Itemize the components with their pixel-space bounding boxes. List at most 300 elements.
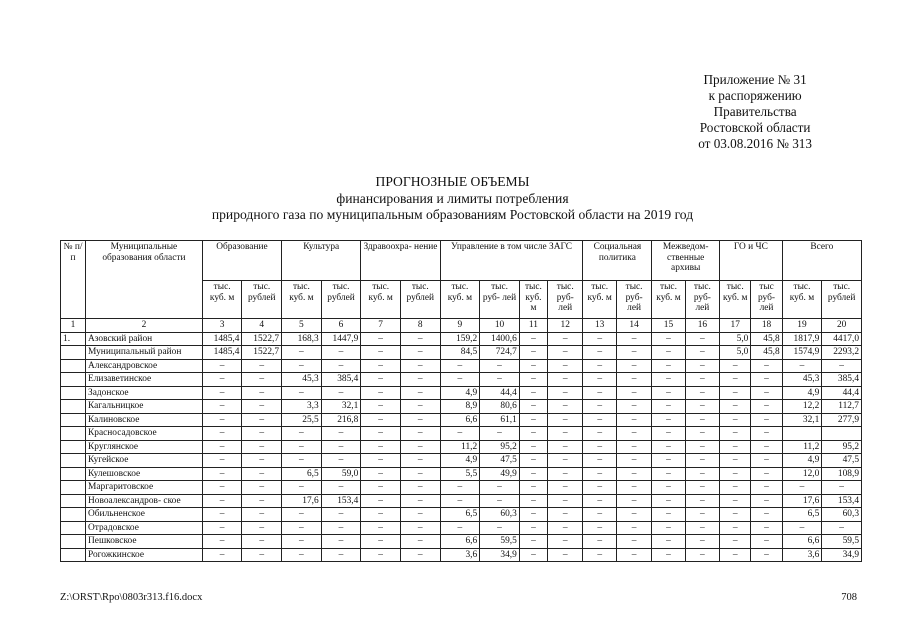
value-cell: – xyxy=(282,346,322,360)
value-cell: – xyxy=(720,440,751,454)
column-number-cell: 18 xyxy=(751,319,782,333)
table-row xyxy=(61,332,862,346)
value-cell: – xyxy=(282,535,322,549)
value-cell: – xyxy=(400,427,440,441)
value-cell: – xyxy=(583,413,616,427)
value-cell: 12,2 xyxy=(782,400,822,414)
value-cell: – xyxy=(480,373,520,387)
value-cell: – xyxy=(547,440,583,454)
value-cell: – xyxy=(242,400,282,414)
value-cell: 44,4 xyxy=(480,386,520,400)
value-cell: 153,4 xyxy=(822,494,862,508)
header-civil-defense: ГО и ЧС xyxy=(720,241,783,281)
value-cell: 3,3 xyxy=(282,400,322,414)
value-cell: – xyxy=(400,548,440,562)
value-cell: – xyxy=(547,508,583,522)
value-cell: 3,6 xyxy=(782,548,822,562)
unit-header-cell: тыс руб- лей xyxy=(751,281,782,319)
value-cell: – xyxy=(685,535,719,549)
unit-header-cell: тыс. куб. м xyxy=(519,281,547,319)
municipality-cell: Елизаветинское xyxy=(86,373,203,387)
value-cell: – xyxy=(519,346,547,360)
value-cell: – xyxy=(242,467,282,481)
header-social-policy: Социальная политика xyxy=(583,241,652,281)
value-cell: – xyxy=(652,373,685,387)
appendix-block xyxy=(698,72,812,152)
value-cell: – xyxy=(685,521,719,535)
table-row xyxy=(61,481,862,495)
value-cell: 6,6 xyxy=(440,413,480,427)
value-cell: – xyxy=(547,346,583,360)
municipality-cell: Азовский район xyxy=(86,332,203,346)
table-row xyxy=(61,535,862,549)
value-cell xyxy=(782,427,822,441)
header-num: № п/п xyxy=(61,241,86,319)
value-cell: – xyxy=(583,535,616,549)
row-number-cell xyxy=(61,535,86,549)
value-cell: – xyxy=(282,386,322,400)
value-cell: – xyxy=(321,535,361,549)
value-cell: – xyxy=(685,494,719,508)
value-cell: – xyxy=(583,386,616,400)
value-cell: 59,5 xyxy=(822,535,862,549)
value-cell: – xyxy=(519,481,547,495)
value-cell: – xyxy=(202,481,242,495)
value-cell: 108,9 xyxy=(822,467,862,481)
title-line: природного газа по муниципальным образованиям Ростовской области на 2019 год xyxy=(211,207,694,222)
value-cell: – xyxy=(616,332,651,346)
value-cell: – xyxy=(202,494,242,508)
value-cell: 59,0 xyxy=(321,467,361,481)
value-cell: – xyxy=(751,508,782,522)
value-cell: – xyxy=(202,535,242,549)
municipality-cell: Круглянское xyxy=(86,440,203,454)
value-cell: – xyxy=(751,373,782,387)
value-cell: 11,2 xyxy=(440,440,480,454)
value-cell: – xyxy=(547,386,583,400)
value-cell: 47,5 xyxy=(822,454,862,468)
value-cell: – xyxy=(751,481,782,495)
value-cell: – xyxy=(782,521,822,535)
value-cell: – xyxy=(202,467,242,481)
value-cell: – xyxy=(202,508,242,522)
municipality-cell: Обильненское xyxy=(86,508,203,522)
value-cell: – xyxy=(400,386,440,400)
value-cell: – xyxy=(282,481,322,495)
value-cell: – xyxy=(751,427,782,441)
unit-header-cell: тыс. рублей xyxy=(400,281,440,319)
table-row xyxy=(61,508,862,522)
value-cell: 95,2 xyxy=(480,440,520,454)
value-cell: – xyxy=(652,359,685,373)
value-cell: – xyxy=(480,427,520,441)
unit-header-cell: тыс. руб- лей xyxy=(480,281,520,319)
unit-header-cell: тыс. куб. м xyxy=(720,281,751,319)
row-number-cell xyxy=(61,508,86,522)
value-cell: – xyxy=(202,373,242,387)
value-cell: – xyxy=(480,521,520,535)
value-cell: – xyxy=(616,508,651,522)
value-cell: – xyxy=(361,413,401,427)
value-cell: – xyxy=(519,508,547,522)
value-cell: 6,5 xyxy=(782,508,822,522)
column-number-cell: 20 xyxy=(822,319,862,333)
value-cell: – xyxy=(720,535,751,549)
header-archives: Межведом- ственные архивы xyxy=(652,241,720,281)
row-number-cell xyxy=(61,359,86,373)
table-row xyxy=(61,373,862,387)
value-cell: – xyxy=(720,481,751,495)
value-cell: 25,5 xyxy=(282,413,322,427)
value-cell: – xyxy=(583,440,616,454)
value-cell: – xyxy=(282,454,322,468)
value-cell: – xyxy=(652,481,685,495)
value-cell: – xyxy=(652,467,685,481)
value-cell: – xyxy=(361,332,401,346)
value-cell: 2293,2 xyxy=(822,346,862,360)
unit-header-cell: тыс. руб- лей xyxy=(616,281,651,319)
table-row xyxy=(61,454,862,468)
row-number-cell xyxy=(61,467,86,481)
value-cell: 80,6 xyxy=(480,400,520,414)
value-cell: – xyxy=(583,521,616,535)
row-number-cell xyxy=(61,494,86,508)
value-cell: – xyxy=(400,332,440,346)
value-cell: – xyxy=(652,521,685,535)
value-cell: – xyxy=(361,346,401,360)
value-cell: – xyxy=(822,521,862,535)
value-cell: – xyxy=(282,508,322,522)
value-cell: – xyxy=(583,346,616,360)
value-cell: – xyxy=(583,494,616,508)
value-cell: – xyxy=(822,359,862,373)
value-cell: – xyxy=(685,386,719,400)
value-cell: – xyxy=(321,346,361,360)
value-cell: – xyxy=(685,548,719,562)
municipality-cell: Красносадовское xyxy=(86,427,203,441)
value-cell: – xyxy=(547,481,583,495)
municipality-cell: Александровское xyxy=(86,359,203,373)
value-cell: – xyxy=(519,427,547,441)
value-cell: – xyxy=(720,359,751,373)
value-cell: 4,9 xyxy=(782,386,822,400)
value-cell: 5,0 xyxy=(720,346,751,360)
value-cell: – xyxy=(400,359,440,373)
value-cell: – xyxy=(652,400,685,414)
value-cell: – xyxy=(720,400,751,414)
value-cell: – xyxy=(720,548,751,562)
column-number-cell: 17 xyxy=(720,319,751,333)
value-cell: 32,1 xyxy=(782,413,822,427)
column-number-cell: 2 xyxy=(86,319,203,333)
value-cell: – xyxy=(685,508,719,522)
value-cell: – xyxy=(361,535,401,549)
value-cell: – xyxy=(583,481,616,495)
value-cell: – xyxy=(685,481,719,495)
value-cell: 45,3 xyxy=(782,373,822,387)
value-cell: 60,3 xyxy=(822,508,862,522)
value-cell: – xyxy=(685,467,719,481)
value-cell: – xyxy=(652,346,685,360)
value-cell: – xyxy=(583,359,616,373)
value-cell: – xyxy=(519,521,547,535)
municipality-cell: Рогожкинское xyxy=(86,548,203,562)
value-cell: – xyxy=(652,508,685,522)
value-cell: – xyxy=(720,508,751,522)
value-cell: 34,9 xyxy=(480,548,520,562)
table-row xyxy=(61,521,862,535)
value-cell: 216,8 xyxy=(321,413,361,427)
table-row xyxy=(61,548,862,562)
value-cell xyxy=(822,427,862,441)
value-cell: – xyxy=(202,440,242,454)
value-cell: 1485,4 xyxy=(202,346,242,360)
value-cell: – xyxy=(616,400,651,414)
unit-header-cell: тыс. рублей xyxy=(321,281,361,319)
value-cell: – xyxy=(361,427,401,441)
column-number-cell: 16 xyxy=(685,319,719,333)
value-cell: – xyxy=(440,481,480,495)
value-cell: – xyxy=(720,413,751,427)
value-cell: – xyxy=(583,508,616,522)
value-cell: – xyxy=(480,494,520,508)
value-cell: 1400,6 xyxy=(480,332,520,346)
value-cell: – xyxy=(282,521,322,535)
value-cell: – xyxy=(685,400,719,414)
value-cell: – xyxy=(242,359,282,373)
table-body xyxy=(61,332,862,562)
value-cell: – xyxy=(242,386,282,400)
value-cell: 1522,7 xyxy=(242,346,282,360)
value-cell: 61,1 xyxy=(480,413,520,427)
value-cell: – xyxy=(242,494,282,508)
header-municipality: Муниципальные образования области xyxy=(86,241,203,319)
unit-header-cell: тыс. куб. м xyxy=(652,281,685,319)
value-cell: 385,4 xyxy=(321,373,361,387)
value-cell: – xyxy=(321,481,361,495)
value-cell: – xyxy=(720,521,751,535)
municipality-cell: Кугейское xyxy=(86,454,203,468)
value-cell: 95,2 xyxy=(822,440,862,454)
value-cell: 4417,0 xyxy=(822,332,862,346)
value-cell: – xyxy=(519,535,547,549)
value-cell: – xyxy=(361,373,401,387)
header-culture: Культура xyxy=(282,241,361,281)
value-cell: – xyxy=(616,386,651,400)
value-cell: – xyxy=(751,535,782,549)
row-number-cell xyxy=(61,454,86,468)
header-healthcare: Здравоохра- нение xyxy=(361,241,440,281)
row-number-cell xyxy=(61,521,86,535)
value-cell: 44,4 xyxy=(822,386,862,400)
municipality-cell: Кагальницкое xyxy=(86,400,203,414)
value-cell: 6,5 xyxy=(440,508,480,522)
row-number-cell xyxy=(61,373,86,387)
unit-header-cell: тыс. куб. м xyxy=(282,281,322,319)
value-cell: – xyxy=(242,548,282,562)
value-cell: – xyxy=(202,386,242,400)
unit-header-cell: тыс. куб. м xyxy=(782,281,822,319)
value-cell: – xyxy=(652,413,685,427)
column-number-cell: 3 xyxy=(202,319,242,333)
value-cell: 385,4 xyxy=(822,373,862,387)
value-cell: – xyxy=(685,346,719,360)
value-cell: – xyxy=(202,400,242,414)
value-cell: – xyxy=(361,454,401,468)
value-cell: – xyxy=(782,481,822,495)
value-cell: – xyxy=(400,373,440,387)
value-cell: – xyxy=(583,373,616,387)
value-cell: – xyxy=(616,494,651,508)
value-cell: – xyxy=(242,440,282,454)
municipality-cell: Задонское xyxy=(86,386,203,400)
value-cell: – xyxy=(282,440,322,454)
value-cell: – xyxy=(751,359,782,373)
value-cell: – xyxy=(685,359,719,373)
value-cell: 6,5 xyxy=(282,467,322,481)
value-cell: – xyxy=(616,521,651,535)
value-cell: – xyxy=(547,521,583,535)
row-number-cell xyxy=(61,400,86,414)
unit-header-cell: тыс. рублей xyxy=(242,281,282,319)
value-cell: 8,9 xyxy=(440,400,480,414)
value-cell: – xyxy=(685,373,719,387)
value-cell: – xyxy=(616,467,651,481)
value-cell: – xyxy=(547,400,583,414)
municipality-cell: Калиновское xyxy=(86,413,203,427)
value-cell: – xyxy=(720,386,751,400)
value-cell: – xyxy=(652,427,685,441)
value-cell: – xyxy=(685,454,719,468)
value-cell: – xyxy=(400,535,440,549)
column-number-row xyxy=(61,319,862,333)
row-number-cell xyxy=(61,427,86,441)
value-cell: – xyxy=(685,332,719,346)
unit-header-cell: тыс. руб- лей xyxy=(547,281,583,319)
value-cell: 6,6 xyxy=(782,535,822,549)
value-cell: – xyxy=(361,508,401,522)
value-cell: – xyxy=(519,467,547,481)
value-cell: – xyxy=(616,413,651,427)
row-number-cell xyxy=(61,548,86,562)
value-cell: 17,6 xyxy=(782,494,822,508)
value-cell: – xyxy=(400,346,440,360)
value-cell: – xyxy=(685,440,719,454)
municipality-cell: Новоалександров- ское xyxy=(86,494,203,508)
value-cell: – xyxy=(519,440,547,454)
value-cell: 1522,7 xyxy=(242,332,282,346)
value-cell: – xyxy=(652,548,685,562)
value-cell: – xyxy=(720,467,751,481)
value-cell: – xyxy=(720,427,751,441)
value-cell: – xyxy=(547,548,583,562)
value-cell: – xyxy=(751,548,782,562)
column-number-cell: 15 xyxy=(652,319,685,333)
value-cell: – xyxy=(321,386,361,400)
value-cell: – xyxy=(321,359,361,373)
unit-header-cell: тыс. руб- лей xyxy=(685,281,719,319)
value-cell: – xyxy=(751,386,782,400)
municipality-cell: Маргаритовское xyxy=(86,481,203,495)
municipality-cell: Отрадовское xyxy=(86,521,203,535)
value-cell: 45,8 xyxy=(751,346,782,360)
value-cell: – xyxy=(547,494,583,508)
value-cell: – xyxy=(519,332,547,346)
value-cell: – xyxy=(547,332,583,346)
value-cell: – xyxy=(519,494,547,508)
value-cell: – xyxy=(282,359,322,373)
value-cell: – xyxy=(321,508,361,522)
column-number-cell: 1 xyxy=(61,319,86,333)
appendix-line: Ростовской области xyxy=(699,120,811,135)
table-row xyxy=(61,400,862,414)
column-number-cell: 10 xyxy=(480,319,520,333)
value-cell: 17,6 xyxy=(282,494,322,508)
value-cell: – xyxy=(685,427,719,441)
municipality-cell: Пешковское xyxy=(86,535,203,549)
value-cell: – xyxy=(480,359,520,373)
header-total: Всего xyxy=(782,241,861,281)
table-row xyxy=(61,494,862,508)
column-number-cell: 19 xyxy=(782,319,822,333)
column-number-cell: 7 xyxy=(361,319,401,333)
unit-header-cell: тыс. куб. м xyxy=(440,281,480,319)
value-cell: – xyxy=(616,535,651,549)
value-cell: 277,9 xyxy=(822,413,862,427)
unit-header-cell: тыс. куб. м xyxy=(202,281,242,319)
value-cell: 3,6 xyxy=(440,548,480,562)
value-cell: – xyxy=(616,481,651,495)
table-row xyxy=(61,427,862,441)
row-number-cell xyxy=(61,440,86,454)
value-cell: – xyxy=(519,359,547,373)
value-cell: – xyxy=(547,427,583,441)
appendix-line: от 03.08.2016 № 313 xyxy=(698,136,812,151)
municipality-cell: Муниципальный район xyxy=(86,346,203,360)
value-cell: 4,9 xyxy=(782,454,822,468)
value-cell: – xyxy=(547,359,583,373)
value-cell: – xyxy=(547,413,583,427)
value-cell: 1485,4 xyxy=(202,332,242,346)
value-cell: – xyxy=(361,440,401,454)
value-cell: – xyxy=(547,454,583,468)
value-cell: – xyxy=(583,548,616,562)
document-title xyxy=(0,174,905,224)
value-cell: – xyxy=(361,494,401,508)
row-number-cell xyxy=(61,386,86,400)
value-cell: – xyxy=(751,413,782,427)
value-cell: – xyxy=(242,427,282,441)
value-cell: – xyxy=(361,386,401,400)
value-cell: – xyxy=(751,467,782,481)
value-cell: – xyxy=(282,427,322,441)
value-cell: – xyxy=(652,332,685,346)
value-cell: – xyxy=(652,440,685,454)
value-cell: 49,9 xyxy=(480,467,520,481)
value-cell: – xyxy=(202,413,242,427)
value-cell: – xyxy=(720,373,751,387)
value-cell: – xyxy=(751,400,782,414)
table-row xyxy=(61,467,862,481)
row-number-cell: 1. xyxy=(61,332,86,346)
value-cell: – xyxy=(616,440,651,454)
value-cell: 153,4 xyxy=(321,494,361,508)
value-cell: – xyxy=(616,548,651,562)
value-cell: – xyxy=(321,440,361,454)
value-cell: – xyxy=(321,548,361,562)
value-cell: – xyxy=(202,548,242,562)
value-cell: – xyxy=(440,521,480,535)
